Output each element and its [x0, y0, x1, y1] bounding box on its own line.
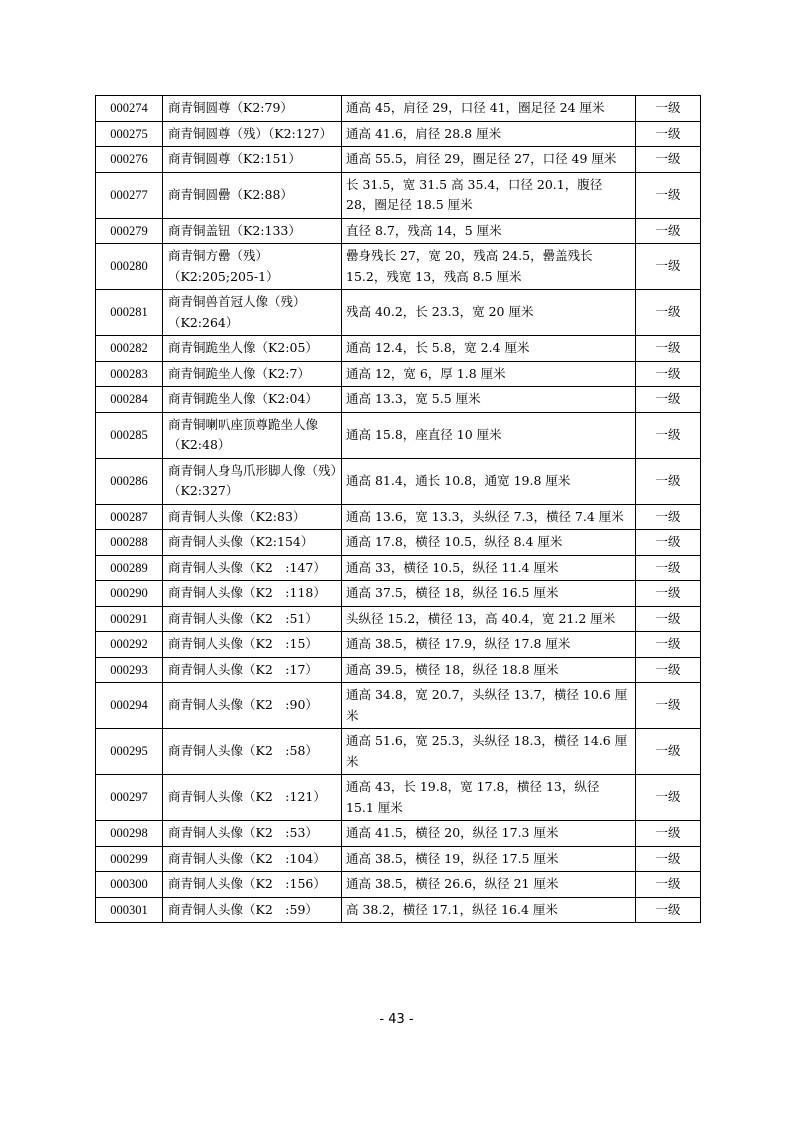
- artifact-dimensions: 罍身残长 27，宽 20，残高 24.5，罍盖残长 15.2，残宽 13，残高 8.5 厘米: [342, 244, 636, 290]
- page-number: - 43 -: [379, 1012, 414, 1027]
- artifact-dimensions: 通高 43，长 19.8，宽 17.8，横径 13，纵径 15.1 厘米: [342, 775, 636, 821]
- artifact-dimensions: 通高 12，宽 6，厚 1.8 厘米: [342, 361, 636, 387]
- artifact-grade: 一级: [636, 632, 701, 658]
- artifact-grade: 一级: [636, 581, 701, 607]
- artifact-name: 商青铜人头像（K2 :121）: [163, 775, 342, 821]
- artifact-grade: 一级: [636, 606, 701, 632]
- artifact-dimensions: 通高 12.4，长 5.8，宽 2.4 厘米: [342, 336, 636, 362]
- artifact-id: 000286: [96, 458, 163, 504]
- table-row: [96, 412, 701, 458]
- artifact-table-body: [96, 96, 701, 923]
- artifact-grade: 一级: [636, 729, 701, 775]
- table-row: [96, 387, 701, 413]
- table-row: [96, 172, 701, 218]
- artifact-dimensions: 通高 17.8，横径 10.5，纵径 8.4 厘米: [342, 530, 636, 556]
- artifact-id: 000299: [96, 846, 163, 872]
- table-row: [96, 530, 701, 556]
- artifact-dimensions: 通高 39.5，横径 18，纵径 18.8 厘米: [342, 657, 636, 683]
- artifact-dimensions: 通高 15.8，座直径 10 厘米: [342, 412, 636, 458]
- table-row: [96, 729, 701, 775]
- artifact-grade: 一级: [636, 121, 701, 147]
- artifact-grade: 一级: [636, 458, 701, 504]
- artifact-name: 商青铜人头像（K2 :58）: [163, 729, 342, 775]
- artifact-name: 商青铜盖钮（K2:133）: [163, 218, 342, 244]
- artifact-id: 000300: [96, 872, 163, 898]
- table-row: [96, 632, 701, 658]
- artifact-grade: 一级: [636, 96, 701, 122]
- artifact-id: 000298: [96, 821, 163, 847]
- artifact-dimensions: 通高 41.5，横径 20，纵径 17.3 厘米: [342, 821, 636, 847]
- artifact-name: 商青铜人头像（K2 :147）: [163, 555, 342, 581]
- table-row: [96, 504, 701, 530]
- artifact-dimensions: 长 31.5，宽 31.5 高 35.4，口径 20.1，腹径 28，圈足径 18.5 厘米: [342, 172, 636, 218]
- artifact-name: 商青铜方罍（残） （K2:205;205-1）: [163, 244, 342, 290]
- artifact-name: 商青铜人头像（K2 :53）: [163, 821, 342, 847]
- artifact-table: [95, 95, 701, 923]
- artifact-id: 000291: [96, 606, 163, 632]
- artifact-name: 商青铜跪坐人像（K2:05）: [163, 336, 342, 362]
- table-row: [96, 657, 701, 683]
- artifact-dimensions: 通高 38.5，横径 19，纵径 17.5 厘米: [342, 846, 636, 872]
- artifact-grade: 一级: [636, 555, 701, 581]
- artifact-dimensions: 通高 81.4，通长 10.8，通宽 19.8 厘米: [342, 458, 636, 504]
- artifact-id: 000274: [96, 96, 163, 122]
- artifact-id: 000289: [96, 555, 163, 581]
- artifact-grade: 一级: [636, 290, 701, 336]
- artifact-grade: 一级: [636, 336, 701, 362]
- artifact-dimensions: 通高 13.6，宽 13.3，头纵径 7.3，横径 7.4 厘米: [342, 504, 636, 530]
- artifact-grade: 一级: [636, 872, 701, 898]
- artifact-dimensions: 高 38.2，横径 17.1，纵径 16.4 厘米: [342, 897, 636, 923]
- artifact-name: 商青铜人头像（K2 :90）: [163, 683, 342, 729]
- artifact-id: 000301: [96, 897, 163, 923]
- artifact-grade: 一级: [636, 412, 701, 458]
- artifact-id: 000292: [96, 632, 163, 658]
- artifact-grade: 一级: [636, 218, 701, 244]
- artifact-dimensions: 头纵径 15.2，横径 13，高 40.4，宽 21.2 厘米: [342, 606, 636, 632]
- artifact-grade: 一级: [636, 147, 701, 173]
- artifact-dimensions: 通高 37.5，横径 18，纵径 16.5 厘米: [342, 581, 636, 607]
- artifact-id: 000295: [96, 729, 163, 775]
- artifact-id: 000294: [96, 683, 163, 729]
- table-row: [96, 218, 701, 244]
- artifact-dimensions: 通高 13.3，宽 5.5 厘米: [342, 387, 636, 413]
- artifact-id: 000282: [96, 336, 163, 362]
- artifact-grade: 一级: [636, 846, 701, 872]
- artifact-dimensions: 通高 51.6，宽 25.3，头纵径 18.3，横径 14.6 厘米: [342, 729, 636, 775]
- artifact-id: 000290: [96, 581, 163, 607]
- artifact-name: 商青铜人头像（K2 :15）: [163, 632, 342, 658]
- table-row: [96, 821, 701, 847]
- artifact-grade: 一级: [636, 897, 701, 923]
- artifact-dimensions: 残高 40.2，长 23.3，宽 20 厘米: [342, 290, 636, 336]
- artifact-name: 商青铜跪坐人像（K2:04）: [163, 387, 342, 413]
- artifact-id: 000279: [96, 218, 163, 244]
- table-row: [96, 606, 701, 632]
- artifact-name: 商青铜人头像（K2 :51）: [163, 606, 342, 632]
- table-row: [96, 683, 701, 729]
- table-row: [96, 147, 701, 173]
- artifact-id: 000277: [96, 172, 163, 218]
- artifact-grade: 一级: [636, 172, 701, 218]
- artifact-name: 商青铜兽首冠人像（残） （K2:264）: [163, 290, 342, 336]
- artifact-name: 商青铜跪坐人像（K2:7）: [163, 361, 342, 387]
- artifact-name: 商青铜人头像（K2 :59）: [163, 897, 342, 923]
- artifact-id: 000297: [96, 775, 163, 821]
- artifact-dimensions: 通高 33，横径 10.5，纵径 11.4 厘米: [342, 555, 636, 581]
- artifact-grade: 一级: [636, 821, 701, 847]
- artifact-id: 000275: [96, 121, 163, 147]
- artifact-dimensions: 通高 38.5，横径 17.9，纵径 17.8 厘米: [342, 632, 636, 658]
- artifact-name: 商青铜喇叭座顶尊跪坐人像（K2:48）: [163, 412, 342, 458]
- artifact-name: 商青铜圆罍（K2:88）: [163, 172, 342, 218]
- artifact-name: 商青铜人头像（K2 :17）: [163, 657, 342, 683]
- table-row: [96, 96, 701, 122]
- artifact-name: 商青铜圆尊（K2:79）: [163, 96, 342, 122]
- artifact-name: 商青铜人头像（K2 :118）: [163, 581, 342, 607]
- artifact-grade: 一级: [636, 657, 701, 683]
- artifact-dimensions: 通高 34.8，宽 20.7，头纵径 13.7，横径 10.6 厘米: [342, 683, 636, 729]
- artifact-dimensions: 直径 8.7，残高 14，5 厘米: [342, 218, 636, 244]
- artifact-name: 商青铜圆尊（K2:151）: [163, 147, 342, 173]
- artifact-grade: 一级: [636, 387, 701, 413]
- table-row: [96, 458, 701, 504]
- artifact-id: 000293: [96, 657, 163, 683]
- artifact-name: 商青铜人头像（K2 :156）: [163, 872, 342, 898]
- artifact-name: 商青铜人身鸟爪形脚人像（残）（K2:327）: [163, 458, 342, 504]
- artifact-id: 000288: [96, 530, 163, 556]
- artifact-dimensions: 通高 41.6，肩径 28.8 厘米: [342, 121, 636, 147]
- artifact-name: 商青铜人头像（K2:154）: [163, 530, 342, 556]
- artifact-name: 商青铜人头像（K2:83）: [163, 504, 342, 530]
- table-row: [96, 897, 701, 923]
- artifact-grade: 一级: [636, 244, 701, 290]
- artifact-id: 000285: [96, 412, 163, 458]
- artifact-name: 商青铜人头像（K2 :104）: [163, 846, 342, 872]
- artifact-id: 000281: [96, 290, 163, 336]
- table-row: [96, 846, 701, 872]
- table-row: [96, 775, 701, 821]
- artifact-id: 000283: [96, 361, 163, 387]
- artifact-grade: 一级: [636, 775, 701, 821]
- table-row: [96, 581, 701, 607]
- artifact-id: 000280: [96, 244, 163, 290]
- artifact-grade: 一级: [636, 361, 701, 387]
- table-row: [96, 555, 701, 581]
- table-row: [96, 121, 701, 147]
- table-row: [96, 244, 701, 290]
- artifact-id: 000287: [96, 504, 163, 530]
- artifact-grade: 一级: [636, 683, 701, 729]
- artifact-grade: 一级: [636, 530, 701, 556]
- table-row: [96, 872, 701, 898]
- artifact-dimensions: 通高 45，肩径 29，口径 41，圈足径 24 厘米: [342, 96, 636, 122]
- table-row: [96, 290, 701, 336]
- artifact-id: 000276: [96, 147, 163, 173]
- artifact-grade: 一级: [636, 504, 701, 530]
- artifact-dimensions: 通高 38.5，横径 26.6，纵径 21 厘米: [342, 872, 636, 898]
- artifact-id: 000284: [96, 387, 163, 413]
- artifact-name: 商青铜圆尊（残）（K2:127）: [163, 121, 342, 147]
- artifact-dimensions: 通高 55.5，肩径 29，圈足径 27，口径 49 厘米: [342, 147, 636, 173]
- table-row: [96, 361, 701, 387]
- table-row: [96, 336, 701, 362]
